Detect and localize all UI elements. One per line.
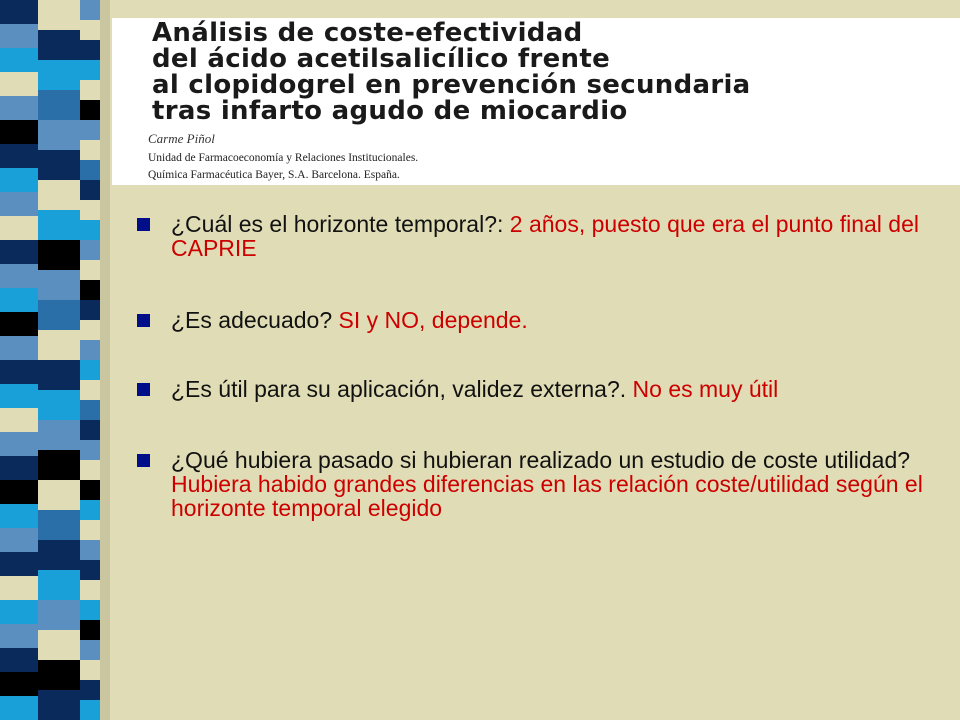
bullet-question: ¿Es útil para su aplicación, validez externa?. — [171, 376, 633, 402]
stripe-block — [0, 408, 38, 432]
square-bullet-icon — [137, 218, 150, 231]
bullet-item — [137, 212, 927, 260]
stripe-block — [38, 30, 80, 60]
stripe-block — [0, 240, 38, 264]
stripe-column-right — [80, 0, 100, 720]
article-title-line: Análisis de coste-efectividad — [152, 18, 583, 48]
stripe-block — [80, 40, 100, 60]
stripe-block — [80, 560, 100, 580]
stripe-block — [38, 630, 80, 660]
stripe-block — [0, 0, 38, 24]
stripe-block — [0, 552, 38, 576]
stripe-block — [0, 312, 38, 336]
article-title — [152, 20, 751, 124]
stripe-block — [80, 460, 100, 480]
stripe-block — [80, 140, 100, 160]
article-affiliation — [148, 150, 418, 184]
stripe-block — [38, 480, 80, 510]
bullet-answer: SI y NO, depende. — [338, 307, 528, 333]
stripe-block — [80, 320, 100, 340]
stripe-block — [0, 72, 38, 96]
stripe-block — [38, 240, 80, 270]
stripe-block — [38, 420, 80, 450]
stripe-block — [80, 0, 100, 20]
stripe-block — [80, 260, 100, 280]
stripe-block — [80, 60, 100, 80]
stripe-block — [0, 600, 38, 624]
stripe-block — [80, 280, 100, 300]
stripe-block — [0, 456, 38, 480]
square-bullet-icon — [137, 383, 150, 396]
bullet-question: ¿Qué hubiera pasado si hubieran realizado un estudio de coste utilidad? — [171, 447, 911, 473]
stripe-block — [80, 240, 100, 260]
stripe-block — [80, 200, 100, 220]
bullet-list — [137, 212, 927, 520]
stripe-column-left — [0, 0, 38, 720]
stripe-block — [80, 340, 100, 360]
stripe-block — [38, 540, 80, 570]
stripe-block — [38, 120, 80, 150]
stripe-block — [80, 440, 100, 460]
stripe-block — [80, 520, 100, 540]
stripe-block — [80, 660, 100, 680]
article-title-line: del ácido acetilsalicílico frente — [152, 44, 611, 74]
bullet-question: ¿Es adecuado? — [171, 307, 339, 333]
stripe-block — [0, 480, 38, 504]
stripe-block — [80, 540, 100, 560]
stripe-block — [38, 330, 80, 360]
stripe-block — [0, 624, 38, 648]
stripe-block — [0, 528, 38, 552]
stripe-block — [0, 96, 38, 120]
stripe-block — [0, 384, 38, 408]
decorative-stripe-bar — [0, 0, 110, 720]
stripe-block — [0, 288, 38, 312]
stripe-block — [80, 600, 100, 620]
bullet-answer: No es muy útil — [632, 376, 779, 402]
stripe-block — [38, 60, 80, 90]
stripe-block — [38, 600, 80, 630]
bullet-item — [137, 377, 927, 401]
stripe-block — [0, 432, 38, 456]
square-bullet-icon — [137, 314, 150, 327]
bullet-item — [137, 448, 927, 520]
stripe-block — [80, 100, 100, 120]
stripe-block — [38, 660, 80, 690]
stripe-block — [38, 690, 80, 720]
affiliation-line: Química Farmacéutica Bayer, S.A. Barcelona. España. — [148, 169, 400, 181]
stripe-block — [80, 640, 100, 660]
stripe-block — [38, 510, 80, 540]
stripe-block — [80, 180, 100, 200]
stripe-block — [38, 360, 80, 390]
stripe-column-middle — [38, 0, 80, 720]
stripe-block — [80, 120, 100, 140]
stripe-block — [80, 20, 100, 40]
stripe-block — [0, 264, 38, 288]
stripe-block — [38, 270, 80, 300]
stripe-block — [38, 0, 80, 30]
stripe-block — [80, 360, 100, 380]
stripe-block — [80, 300, 100, 320]
stripe-block — [80, 620, 100, 640]
stripe-block — [38, 450, 80, 480]
stripe-block — [38, 570, 80, 600]
stripe-block — [80, 380, 100, 400]
stripe-block — [80, 80, 100, 100]
stripe-block — [38, 390, 80, 420]
stripe-block — [0, 216, 38, 240]
article-author: Carme Piñol — [148, 131, 215, 146]
stripe-block — [0, 504, 38, 528]
stripe-block — [0, 144, 38, 168]
stripe-block — [80, 400, 100, 420]
article-title-line: tras infarto agudo de miocardio — [152, 96, 628, 126]
article-header-image — [112, 18, 960, 185]
bullet-answer: Hubiera habido grandes diferencias en las relación coste/utilidad según el horizonte temporal elegido — [171, 471, 923, 521]
stripe-block — [0, 648, 38, 672]
stripe-block — [38, 300, 80, 330]
stripe-block — [0, 672, 38, 696]
stripe-block — [0, 192, 38, 216]
stripe-block — [0, 24, 38, 48]
stripe-block — [0, 696, 38, 720]
stripe-divider — [100, 0, 110, 720]
stripe-block — [0, 48, 38, 72]
bullet-answer: 2 años, puesto que era el punto final del CAPRIE — [171, 211, 919, 261]
stripe-block — [0, 360, 38, 384]
stripe-block — [38, 210, 80, 240]
bullet-question: ¿Cuál es el horizonte temporal?: — [171, 211, 510, 237]
stripe-block — [80, 160, 100, 180]
stripe-block — [80, 700, 100, 720]
stripe-block — [80, 580, 100, 600]
stripe-block — [80, 480, 100, 500]
stripe-block — [38, 180, 80, 210]
affiliation-line: Unidad de Farmacoeconomía y Relaciones Institucionales. — [148, 152, 419, 164]
stripe-block — [0, 576, 38, 600]
stripe-block — [0, 168, 38, 192]
stripe-block — [80, 680, 100, 700]
stripe-block — [38, 150, 80, 180]
bullet-item — [137, 308, 927, 332]
stripe-block — [80, 220, 100, 240]
stripe-block — [38, 90, 80, 120]
stripe-block — [0, 336, 38, 360]
stripe-block — [0, 120, 38, 144]
square-bullet-icon — [137, 454, 150, 467]
stripe-block — [80, 420, 100, 440]
article-title-line: al clopidogrel en prevención secundaria — [152, 70, 751, 100]
stripe-block — [80, 500, 100, 520]
